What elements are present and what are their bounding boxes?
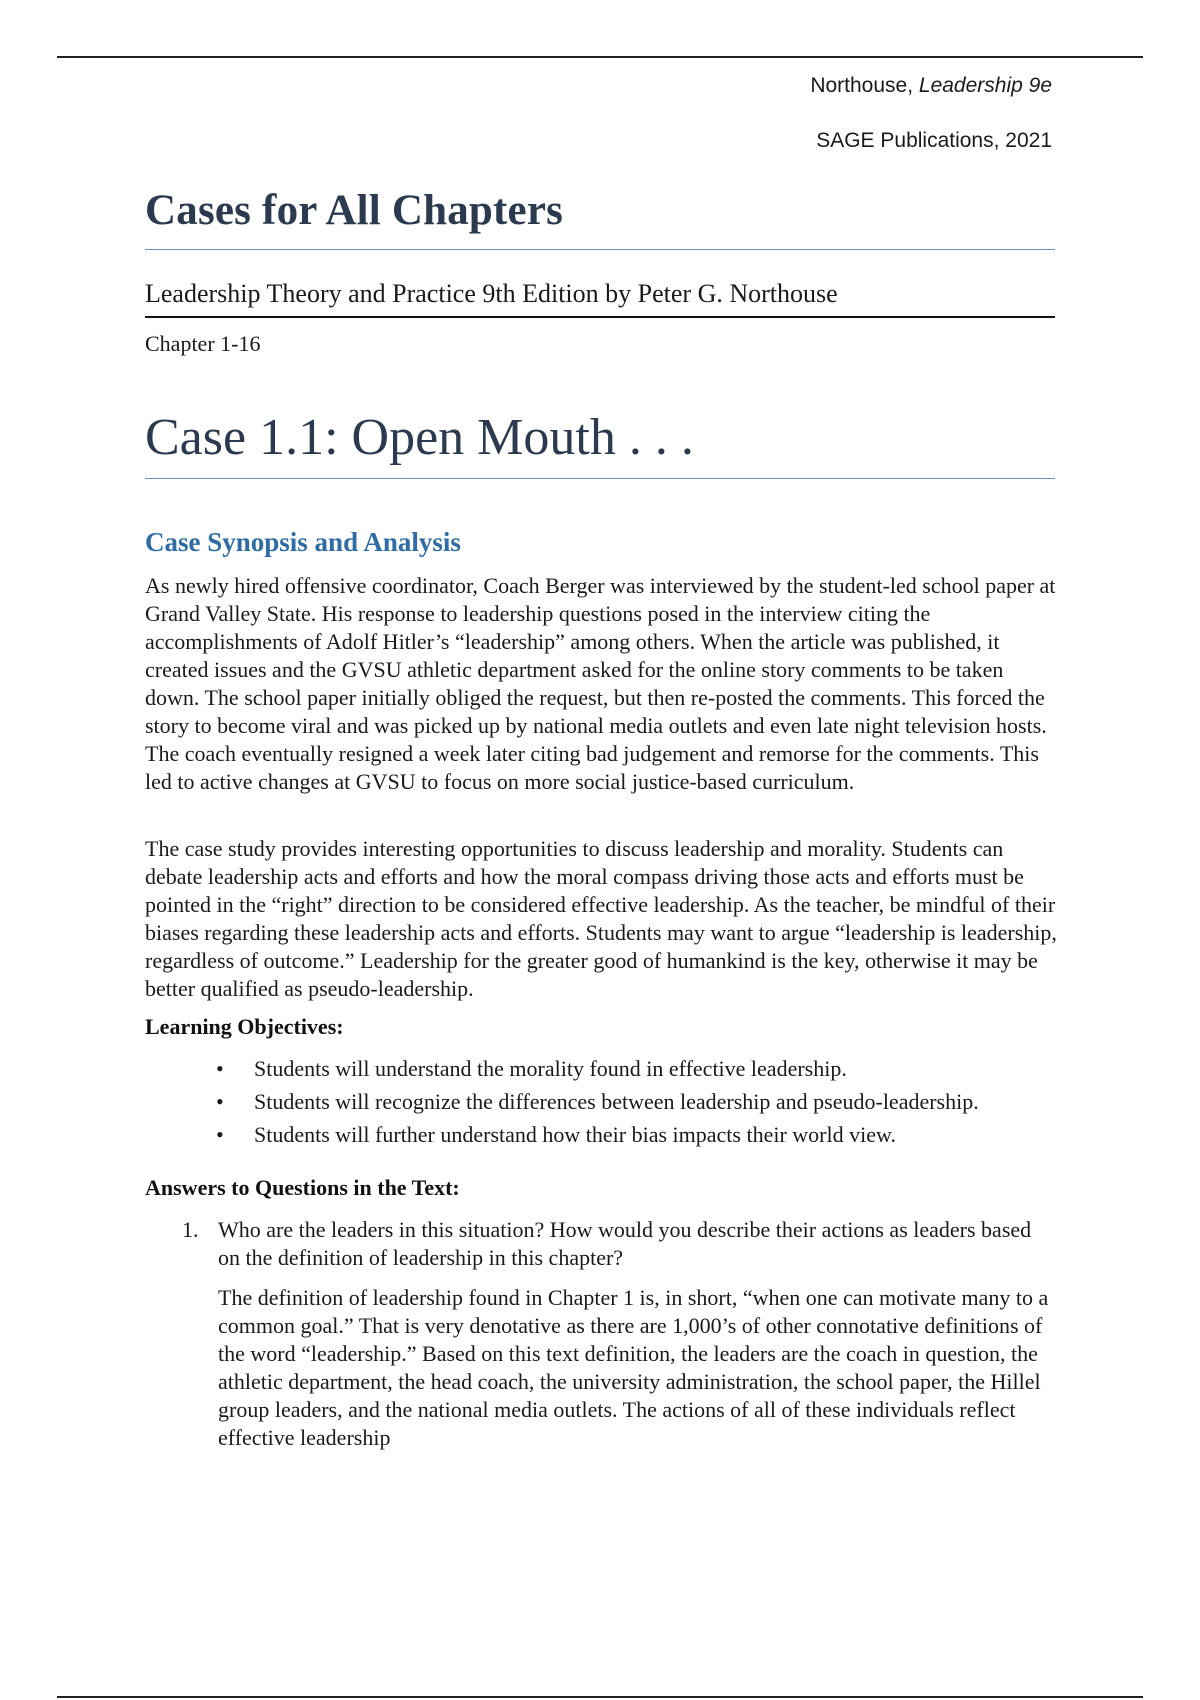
synopsis-paragraph-1: As newly hired offensive coordinator, Coach Berger was interviewed by the student-led school paper at Grand Valley State. His response to leadership questions posed in the interview citing the accomplishments of Adolf Hitler’s “leadership” among others. When the article was published, it created issues and the GVSU athletic department asked for the online story comments to be taken down. The school paper initially obliged the request, but then re-posted the comments. This forced the story to become viral and was picked up by national media outlets and even late night television hosts. The coach eventually resigned a week later citing bad judgement and remorse for the comments. This led to active changes at GVSU to focus on more social justice-based curriculum. xyxy=(145,573,1056,794)
bottom-rule xyxy=(57,1696,1143,1698)
question-number: 1. xyxy=(182,1217,199,1242)
objective-text: Students will further understand how their bias impacts their world view. xyxy=(254,1122,896,1147)
objectives-heading: Learning Objectives: xyxy=(145,1014,344,1039)
top-rule xyxy=(57,56,1143,58)
header-book-title: Leadership 9e xyxy=(918,74,1052,97)
bullet-icon: • xyxy=(216,1056,224,1081)
objective-item xyxy=(145,1055,1057,1088)
document-title: Cases for All Chapters xyxy=(145,187,564,234)
document-subtitle: Leadership Theory and Practice 9th Edition by Peter G. Northouse xyxy=(145,279,838,308)
objective-item xyxy=(145,1088,1057,1121)
case-title: Case 1.1: Open Mouth . . . xyxy=(145,409,694,466)
objective-text: Students will recognize the differences between leadership and pseudo-leadership. xyxy=(254,1089,979,1114)
answer-paragraph: The definition of leadership found in Chapter 1 is, in short, “when one can motivate many to a common goal.” That is very denotative as there are 1,000’s of other connotative definitions of the word “leadership.” Based on this text definition, the leaders are the coach in question, the athletic department, the head coach, the university administration, the school paper, the Hillel group leaders, and the national media outlets. The actions of all of these individuals reflect effective leadership xyxy=(218,1285,1049,1450)
chapter-range: Chapter 1-16 xyxy=(145,331,261,356)
objectives-list xyxy=(145,1055,1057,1154)
answers-heading: Answers to Questions in the Text: xyxy=(145,1175,460,1200)
question-text: Who are the leaders in this situation? How would you describe their actions as leaders based on the definition of leadership in this chapter? xyxy=(218,1217,1032,1270)
synopsis-paragraph-2: The case study provides interesting opportunities to discuss leadership and morality. Students can debate leadership acts and efforts and how the moral compass driving those acts and efforts must be pointed in the “right” direction to be considered effective leadership. As the teacher, be mindful of their biases regarding these leadership acts and efforts. Students may want to argue “leadership is leadership, regardless of outcome.” Leadership for the greater good of humankind is the key, otherwise it may be better qualified as pseudo-leadership. xyxy=(145,836,1057,1001)
bullet-icon: • xyxy=(216,1122,224,1147)
running-header-publisher: SAGE Publications, 2021 xyxy=(816,129,1052,152)
bullet-icon: • xyxy=(216,1089,224,1114)
running-header-author xyxy=(810,74,1052,98)
question-item xyxy=(145,1216,1057,1272)
objective-text: Students will understand the morality found in effective leadership. xyxy=(254,1056,847,1081)
synopsis-heading: Case Synopsis and Analysis xyxy=(145,527,461,557)
subtitle-underline xyxy=(145,316,1055,318)
case-title-underline xyxy=(145,478,1055,479)
header-author: Northouse, xyxy=(810,74,914,97)
objective-item xyxy=(145,1121,1057,1154)
title-underline xyxy=(145,249,1055,250)
